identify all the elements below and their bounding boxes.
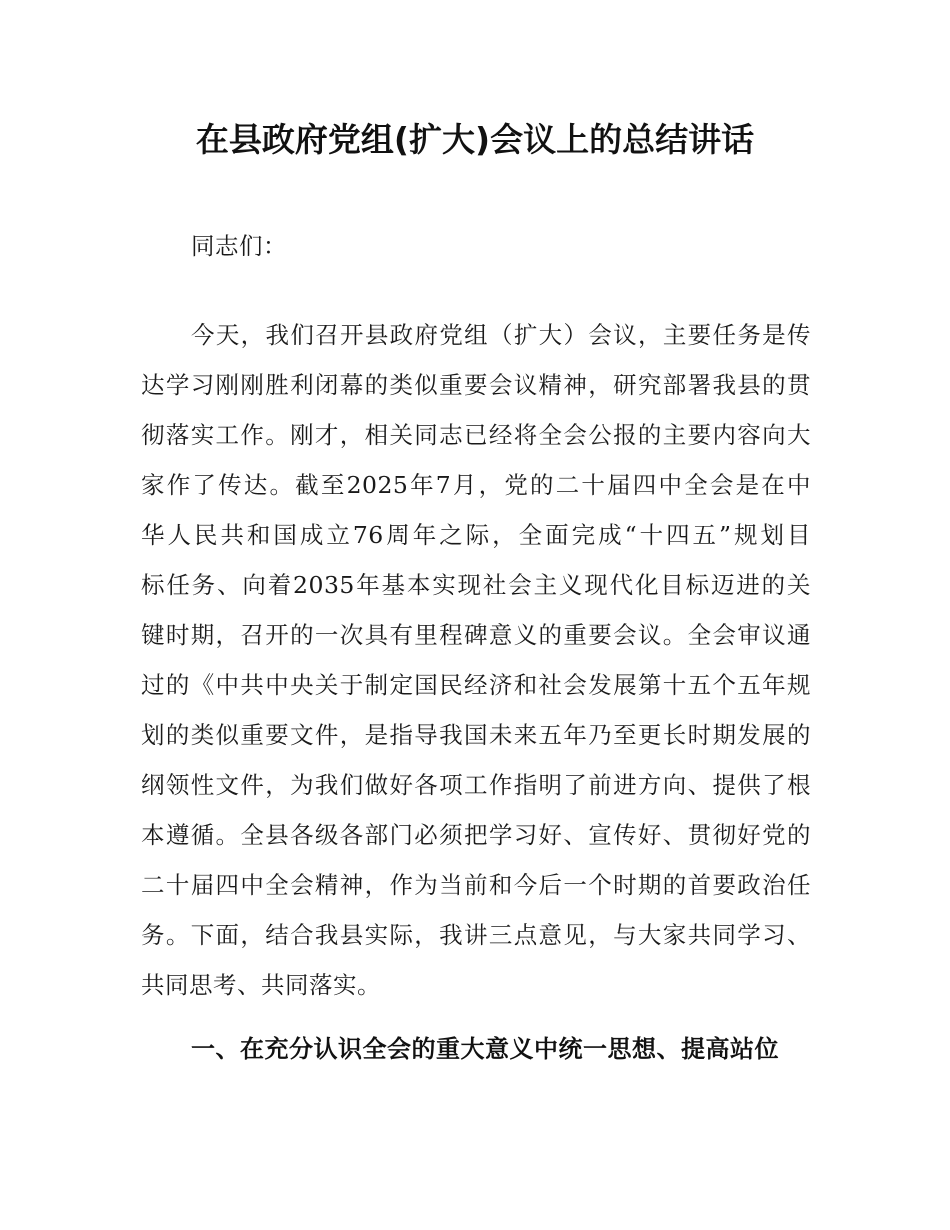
paragraph-line: 键时期，召开的一次具有里程碑意义的重要会议。全会审议通 [141,621,811,649]
paragraph-line: 纲领性文件，为我们做好各项工作指明了前进方向、提供了根 [141,771,811,799]
paragraph-line: 标任务、向着2035年基本实现社会主义现代化目标迈进的关 [141,571,811,599]
paragraph-line: 划的类似重要文件，是指导我国未来五年乃至更长时期发展的 [141,721,811,749]
paragraph-line: 过的《中共中央关于制定国民经济和社会发展第十五个五年规 [141,671,811,699]
paragraph-line: 今天，我们召开县政府党组（扩大）会议，主要任务是传 [191,321,811,349]
paragraph-line: 家作了传达。截至2025年7月，党的二十届四中全会是在中 [141,471,811,499]
paragraph-line: 本遵循。全县各级各部门必须把学习好、宣传好、贯彻好党的 [141,821,811,849]
salutation-text: 同志们： [191,232,287,260]
paragraph-intro [141,310,811,1010]
section-heading: 一、在充分认识全会的重大意义中统一思想、提高站位 [191,1035,779,1063]
paragraph-line: 二十届四中全会精神，作为当前和今后一个时期的首要政治任 [141,871,811,899]
paragraph-line: 达学习刚刚胜利闭幕的类似重要会议精神，研究部署我县的贯 [141,371,811,399]
paragraph-line: 务。下面，结合我县实际，我讲三点意见，与大家共同学习、 [141,921,811,949]
paragraph-line: 彻落实工作。刚才，相关同志已经将全会公报的主要内容向大 [141,421,811,449]
salutation [141,221,811,271]
document-title: 在县政府党组(扩大)会议上的总结讲话 [195,120,755,159]
paragraph-line: 华人民共和国成立76周年之际，全面完成“十四五”规划目 [141,521,811,549]
paragraph-line: 共同思考、共同落实。 [141,971,381,999]
